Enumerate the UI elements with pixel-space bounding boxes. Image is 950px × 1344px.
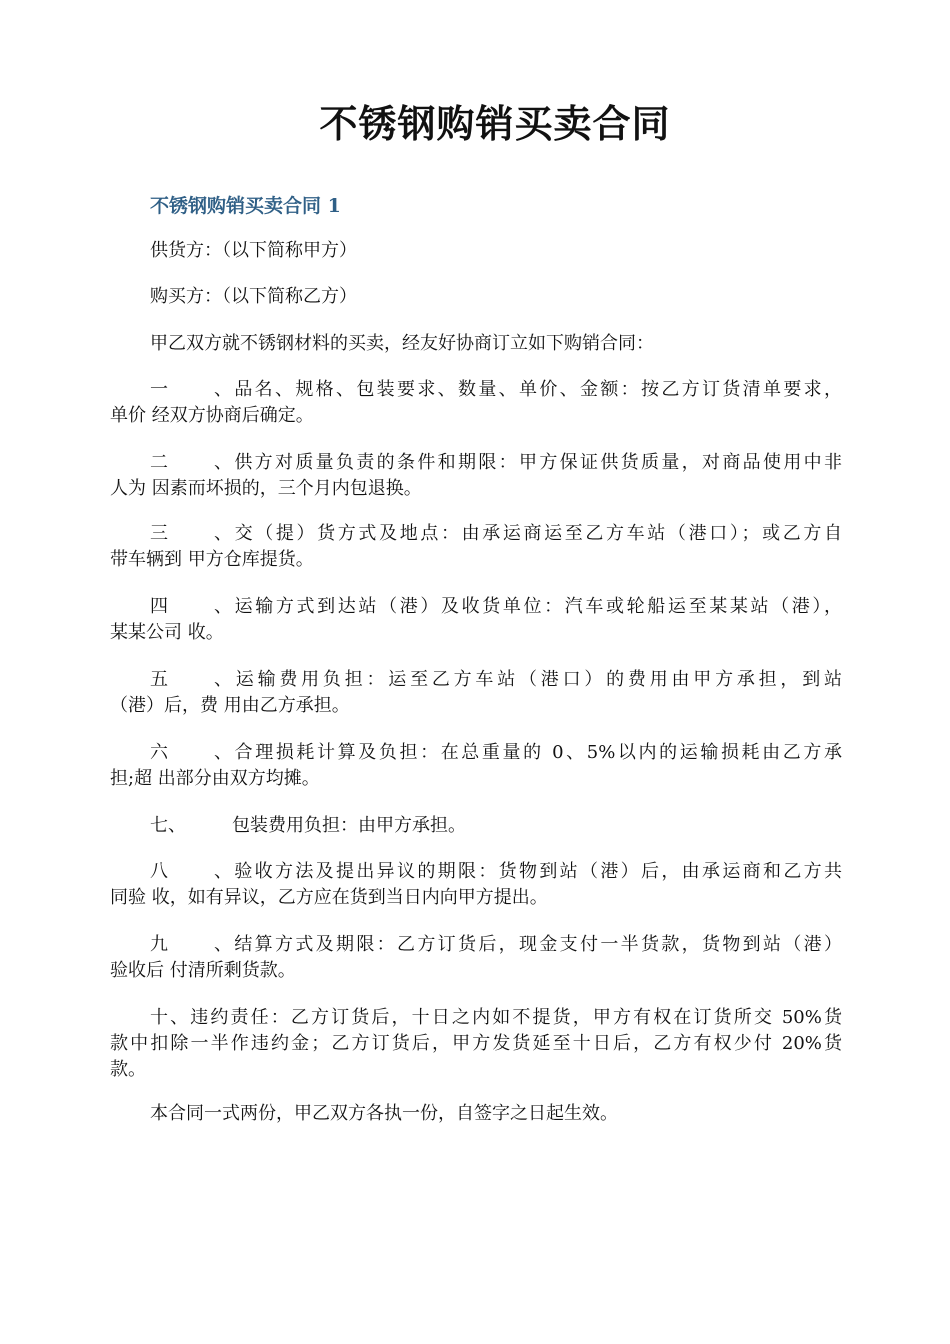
clause-1-text: 品名、规格、包装要求、数量、单价、金额：按乙方订货清单要求， [232,379,842,400]
clause-9-continuation: 验收后 付清所剩货款。 [110,960,296,981]
clause-7-first-line [110,813,842,839]
clause-1-first-line [110,377,842,403]
clause-5-first-line [110,667,842,693]
clause-9-text: 结算方式及期限：乙方订货后，现金支付一半货款，货物到站（港） [232,934,842,955]
clause-7-text: 包装费用负担：由甲方承担。 [232,815,466,836]
clause-6-text: 合理损耗计算及负担：在总重量的 0、5%以内的运输损耗由乙方承 [232,742,842,763]
clause-3-first-line [110,521,842,547]
clause-3-continuation: 带车辆到 甲方仓库提货。 [110,549,314,570]
closing-text: 本合同一式两份，甲乙双方各执一份，自签字之日起生效。 [150,1103,618,1124]
supplier-line [110,238,842,264]
clause-6-first-line [110,740,842,766]
closing-paragraph [110,1101,842,1127]
document-title: 不锈钢购销买卖合同 [319,101,671,146]
clause-1-number: 一、 [150,379,232,400]
clause-2-text: 供方对质量负责的条件和期限：甲方保证供货质量，对商品使用中非 [232,452,842,473]
clause-2-first-line [110,450,842,476]
buyer-text: 购买方：（以下简称乙方） [150,286,357,307]
clause-2 [110,450,842,502]
clause-3-text: 交（提）货方式及地点：由承运商运至乙方车站（港口）；或乙方自 [232,523,842,544]
clause-4 [110,594,842,646]
clause-9-number: 九、 [150,934,232,955]
clause-2-number: 二、 [150,452,232,473]
clause-8-text: 验收方法及提出异议的期限：货物到站（港）后，由承运商和乙方共 [232,861,842,882]
intro-text: 甲乙双方就不锈钢材料的买卖，经友好协商订立如下购销合同： [150,333,654,354]
clause-1-continuation: 单价 经双方协商后确定。 [110,405,314,426]
clause-3-number: 三、 [150,523,232,544]
clause-7-number: 七、 [150,815,186,836]
clause-3 [110,521,842,573]
clause-6 [110,740,842,792]
clause-5 [110,667,842,719]
clause-8-first-line [110,859,842,885]
clause-1 [110,377,842,429]
clause-9 [110,932,842,984]
clause-10 [110,1005,842,1083]
section-heading: 不锈钢购销买卖合同 1 [150,195,341,217]
supplier-text: 供货方：（以下简称甲方） [150,240,357,261]
clause-9-first-line [110,932,842,958]
clause-2-continuation: 人为 因素而坏损的，三个月内包退换。 [110,478,422,499]
clause-5-text: 运输费用负担：运至乙方车站（港口）的费用由甲方承担，到站 [232,669,842,690]
clause-8-number: 八、 [150,861,232,882]
clause-6-continuation: 担;超 出部分由双方均摊。 [110,768,320,789]
clause-5-number: 五、 [150,669,232,690]
buyer-line [110,284,842,310]
clause-10-line-2: 款中扣除一半作违约金；乙方订货后，甲方发货延至十日后，乙方有权少付 20%货 [110,1033,842,1054]
clause-4-first-line [110,594,842,620]
clause-4-text: 运输方式到达站（港）及收货单位：汽车或轮船运至某某站（港）， [232,596,842,617]
clause-10-first-line: 十、违约责任：乙方订货后，十日之内如不提货，甲方有权在订货所交 50%货 [150,1007,842,1028]
intro-paragraph [110,331,842,357]
clause-4-continuation: 某某公司 收。 [110,622,224,643]
clause-4-number: 四、 [150,596,232,617]
clause-6-number: 六、 [150,742,232,763]
clause-10-line-3: 款。 [110,1059,146,1080]
clause-7 [110,813,842,839]
clause-8 [110,859,842,911]
clause-8-continuation: 同验 收，如有异议，乙方应在货到当日内向甲方提出。 [110,887,548,908]
clause-5-continuation: （港）后，费 用由乙方承担。 [110,695,350,716]
